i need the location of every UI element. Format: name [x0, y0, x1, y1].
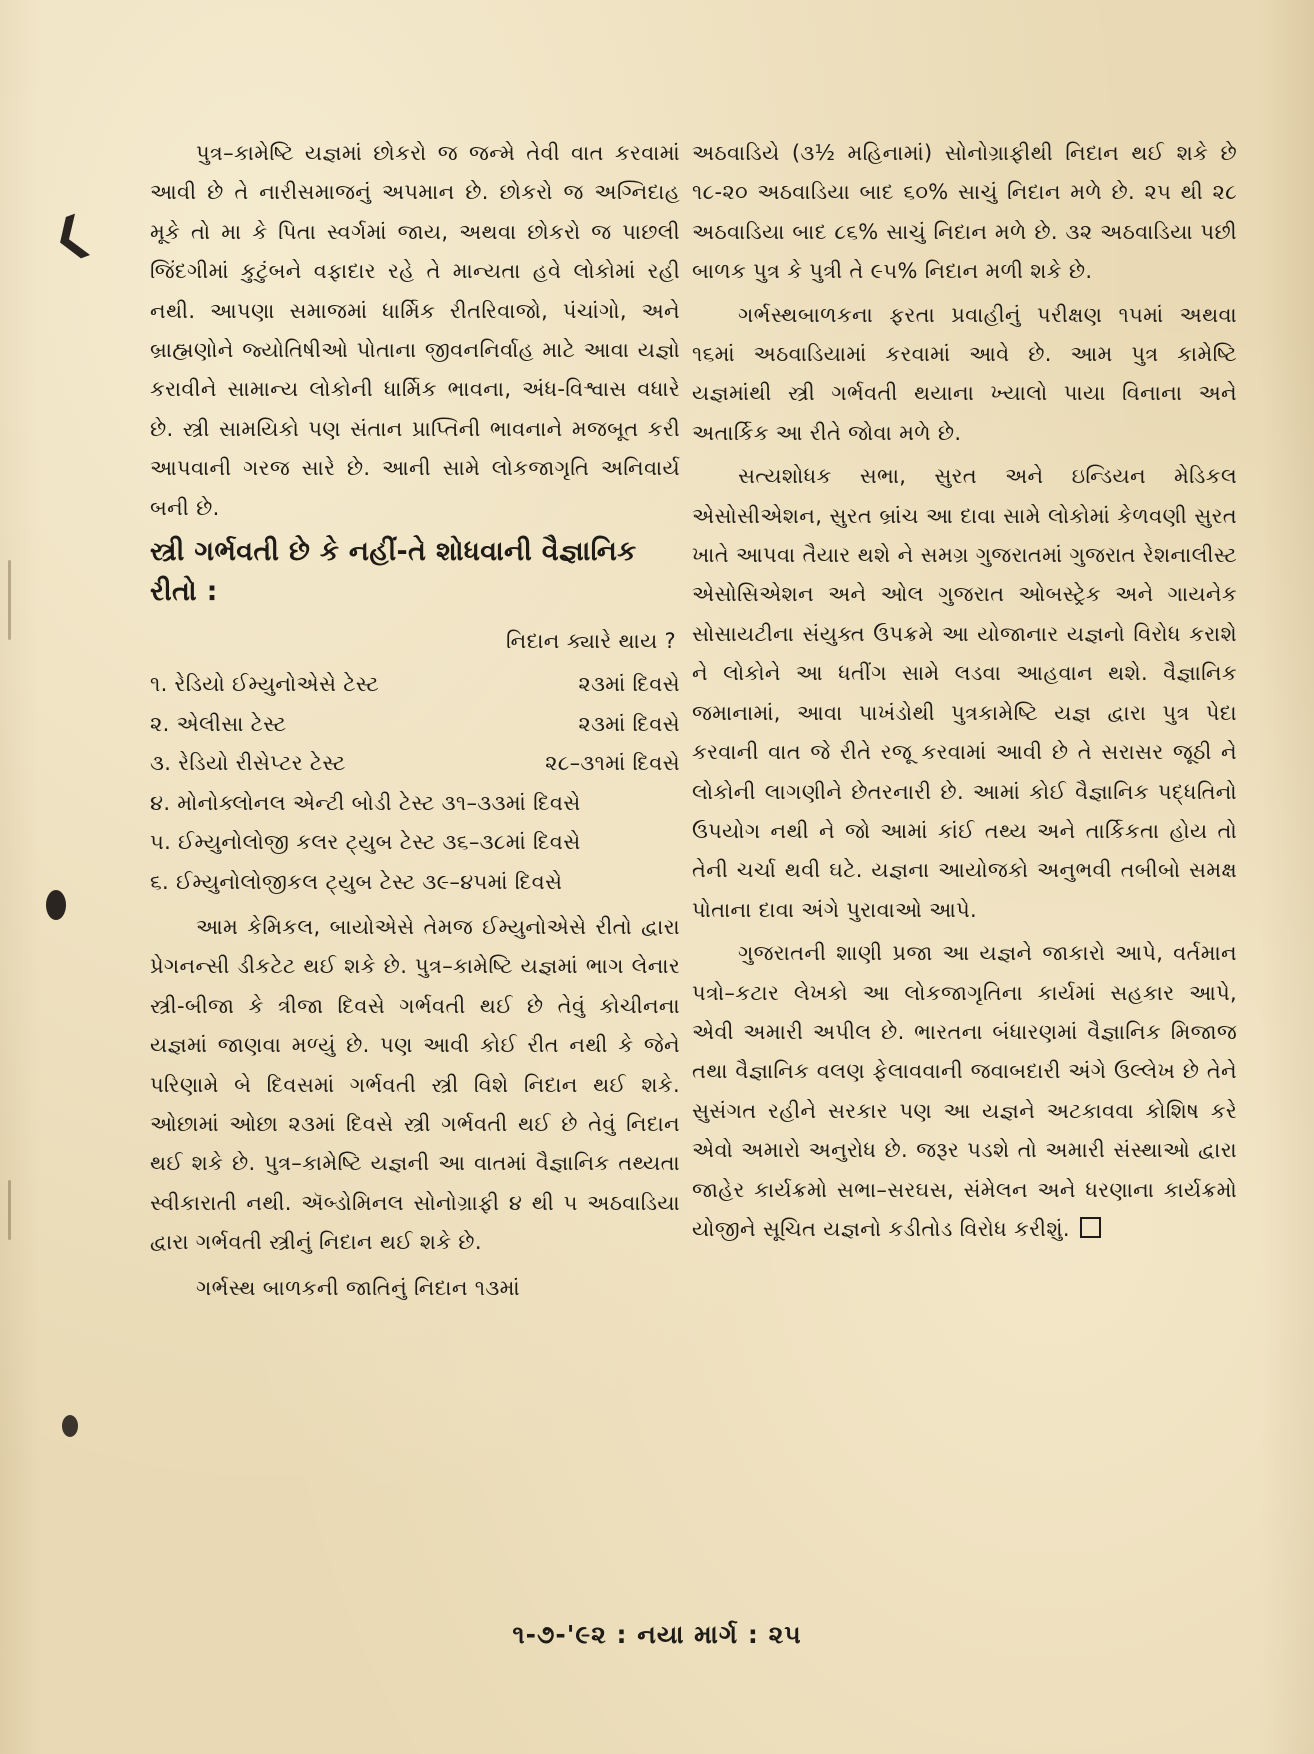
left-paragraph-3: ગર્ભસ્થ બાળકની જાતિનું નિદાન ૧૩માં	[196, 1275, 520, 1300]
right-paragraph-3: સત્યશોધક સભા, સુરત અને ઇન્ડિયન મેડિકલ એસોસીએશન, સુરત બ્રાંચ આ દાવા સામે લોકોમાં કેળવણી સુરત ખાતે આપવા તૈયાર થશે ને સમગ્ર ગુજરાતમાં ગુજરાત રેશનાલીસ્ટ એસોસિએશન અને ઓલ ગુજરાત ઓબસ્ટ્રેક અને ગાયનેક સોસાયટીના સંયુક્ત ઉપક્રમે આ યોજાનાર યજ્ઞનો વિરોધ કરાશે ને લોકોને આ ધતીંગ સામે લડવા આહવાન થશે. વૈજ્ઞાનિક જમાનામાં, આવા પાખંડોથી પુત્રકામેષ્ટિ યજ્ઞ દ્વારા પુત્ર પેદા કરવાની વાત જે રીતે રજૂ કરવામાં આવી છે તે સરાસર જૂઠી ને લોકોની લાગણીને છેતરનારી છે. આમાં કોઈ વૈજ્ઞાનિક પદ્ધતિનો ઉપયોગ નથી ને જો આમાં કાંઈ તથ્ય અને તાર્કિકતા હોય તો તેની ચર્ચા થવી ઘટે. યજ્ઞના આયોજકો અનુભવી તબીબો સમક્ષ પોતાના દાવા અંગે પુરાવાઓ આપે.	[692, 464, 1237, 922]
test-name: ૩. રેડિયો રીસેપ્ટર ટેસ્ટ	[150, 751, 346, 776]
section-heading: સ્ત્રી ગર્ભવતી છે કે નહીં-તે શોધવાની વૈજ્ઞાનિક રીતો :	[150, 536, 637, 608]
test-day: ૨૩માં દિવસે	[578, 711, 680, 736]
end-of-article-box-icon	[1080, 1217, 1101, 1238]
test-row	[150, 823, 680, 862]
test-day: ૨૩માં દિવસે	[578, 672, 680, 697]
left-paragraph-1: પુત્ર–કામેષ્ટિ યજ્ઞમાં છોકરો જ જન્મે તેવી વાત કરવામાં આવી છે તે નારીસમાજનું અપમાન છે. છોકરો જ અગ્નિદાહ મૂકે તો મા કે પિતા સ્વર્ગમાં જાય, અથવા છોકરો જ પાછલી જિંદગીમાં કુટુંબને વફાદાર રહે તે માન્યતા હવે લોકોમાં રહી નથી. આપણા સમાજમાં ધાર્મિક રીતરિવાજો, પંચાંગો, અને બ્રાહ્મણોને જ્યોતિષીઓ પોતાના જીવનનિર્વાહ માટે આવા યજ્ઞો કરાવીને સામાન્ય લોકોની ધાર્મિક ભાવના, અંધ-વિશ્વાસ વધારે છે. સ્ત્રી સામયિકો પણ સંતાન પ્રાપ્તિની ભાવનાને મજબૂત કરી આપવાની ગરજ સારે છે. આની સામે લોકજાગૃતિ અનિવાર્ય બની છે.	[150, 141, 680, 520]
test-day: ૨૮–૩૧માં દિવસે	[545, 751, 680, 776]
right-paragraph-4-text: ગુજરાતની શાણી પ્રજા આ યજ્ઞને જાકારો આપે, વર્તમાન પત્રો–કટાર લેખકો આ લોકજાગૃતિના કાર્યમાં સહકાર આપે, એવી અમારી અપીલ છે. ભારતના બંધારણમાં વૈજ્ઞાનિક મિજાજ તથા વૈજ્ઞાનિક વલણ ફેલાવવાની જવાબદારી અંગે ઉલ્લેખ છે તેને સુસંગત રહીને સરકાર પણ આ યજ્ઞને અટકાવવા કોશિષ કરે એવો અમારો અનુરોધ છે. જરૂર પડશે તો અમારી સંસ્થાઓ દ્વારા જાહેર કાર્યક્રમો સભા–સરઘસ, સંમેલન અને ધરણાના કાર્યક્રમો યોજીને સૂચિત યજ્ઞનો કડીતોડ વિરોધ કરીશું.	[692, 941, 1237, 1241]
diagnosis-table-title: નિદાન ક્યારે થાય ?	[505, 629, 676, 654]
test-name: ૬. ઈમ્યુનોલોજીકલ ટ્યુબ ટેસ્ટ ૩૯–૪૫માં દિવસે	[150, 869, 563, 894]
test-name: ૫. ઈમ્યુનોલોજી કલર ટ્યુબ ટેસ્ટ ૩૬–૩૮માં દિવસે	[150, 830, 581, 855]
binding-hole-mark-lower	[62, 1415, 78, 1437]
test-name: ૪. મોનોક્લોનલ એન્ટી બોડી ટેસ્ટ ૩૧–૩૩માં દિવસે	[150, 790, 581, 815]
right-paragraph-1: અઠવાડિયે (૩½ મહિનામાં) સોનોગ્રાફીથી નિદાન થઈ શકે છે ૧૮-૨૦ અઠવાડિયા બાદ ૬૦% સાચું નિદાન મળે છે. ૨૫ થી ૨૮ અઠવાડિયા બાદ ૮૬% સાચું નિદાન મળે છે. ૩૨ અઠવાડિયા પછી બાળક પુત્ર કે પુત્રી તે ૯૫% નિદાન મળી શકે છે.	[692, 141, 1237, 284]
test-row	[150, 665, 680, 704]
page-footer: ૧-૭-'૯૨ : નયા માર્ગ : ૨૫	[512, 1620, 802, 1649]
diagnosis-test-list	[150, 665, 680, 901]
test-row	[150, 744, 680, 783]
margin-scratch	[8, 560, 11, 640]
test-row	[150, 863, 680, 902]
test-row	[150, 705, 680, 744]
margin-scratch-lower	[8, 1180, 11, 1240]
test-name: ૧. રેડિયો ઈમ્યુનોએસે ટેસ્ટ	[150, 672, 380, 697]
right-column	[692, 134, 1237, 1249]
margin-pen-mark: ❮	[44, 205, 97, 266]
left-paragraph-2: આમ કેમિકલ, બાયોએસે તેમજ ઈમ્યુનોએસે રીતો દ્વારા પ્રેગનન્સી ડીકટેટ થઈ શકે છે. પુત્ર–કામેષ્ટિ યજ્ઞમાં ભાગ લેનાર સ્ત્રી-બીજા કે ત્રીજા દિવસે ગર્ભવતી થઈ છે તેવું કોચીનના યજ્ઞમાં જાણવા મળ્યું છે. પણ આવી કોઈ રીત નથી કે જેને પરિણામે બે દિવસમાં ગર્ભવતી સ્ત્રી વિશે નિદાન થઈ શકે. ઓછામાં ઓછા ૨૩માં દિવસે સ્ત્રી ગર્ભવતી થઈ છે તેવું નિદાન થઈ શકે છે. પુત્ર–કામેષ્ટિ યજ્ઞની આ વાતમાં વૈજ્ઞાનિક તથ્યતા સ્વીકારાતી નથી. ઍબ્ડોમિનલ સોનોગ્રાફી ૪ થી ૫ અઠવાડિયા દ્વારા ગર્ભવતી સ્ત્રીનું નિદાન થઈ શકે છે.	[150, 914, 680, 1255]
test-name: ૨. એલીસા ટેસ્ટ	[150, 711, 287, 736]
test-row	[150, 784, 680, 823]
left-column	[150, 134, 680, 1308]
right-paragraph-2: ગર્ભસ્થબાળકના ફરતા પ્રવાહીનું પરીક્ષણ ૧૫માં અથવા ૧૬માં અઠવાડિયામાં કરવામાં આવે છે. આમ પુત્ર કામેષ્ટિ યજ્ઞમાંથી સ્ત્રી ગર્ભવતી થયાના ખ્યાલો પાયા વિનાના અને અતાર્કિક આ રીતે જોવા મળે છે.	[692, 302, 1237, 445]
binding-hole-mark	[46, 890, 66, 920]
right-paragraph-4	[692, 934, 1237, 1249]
